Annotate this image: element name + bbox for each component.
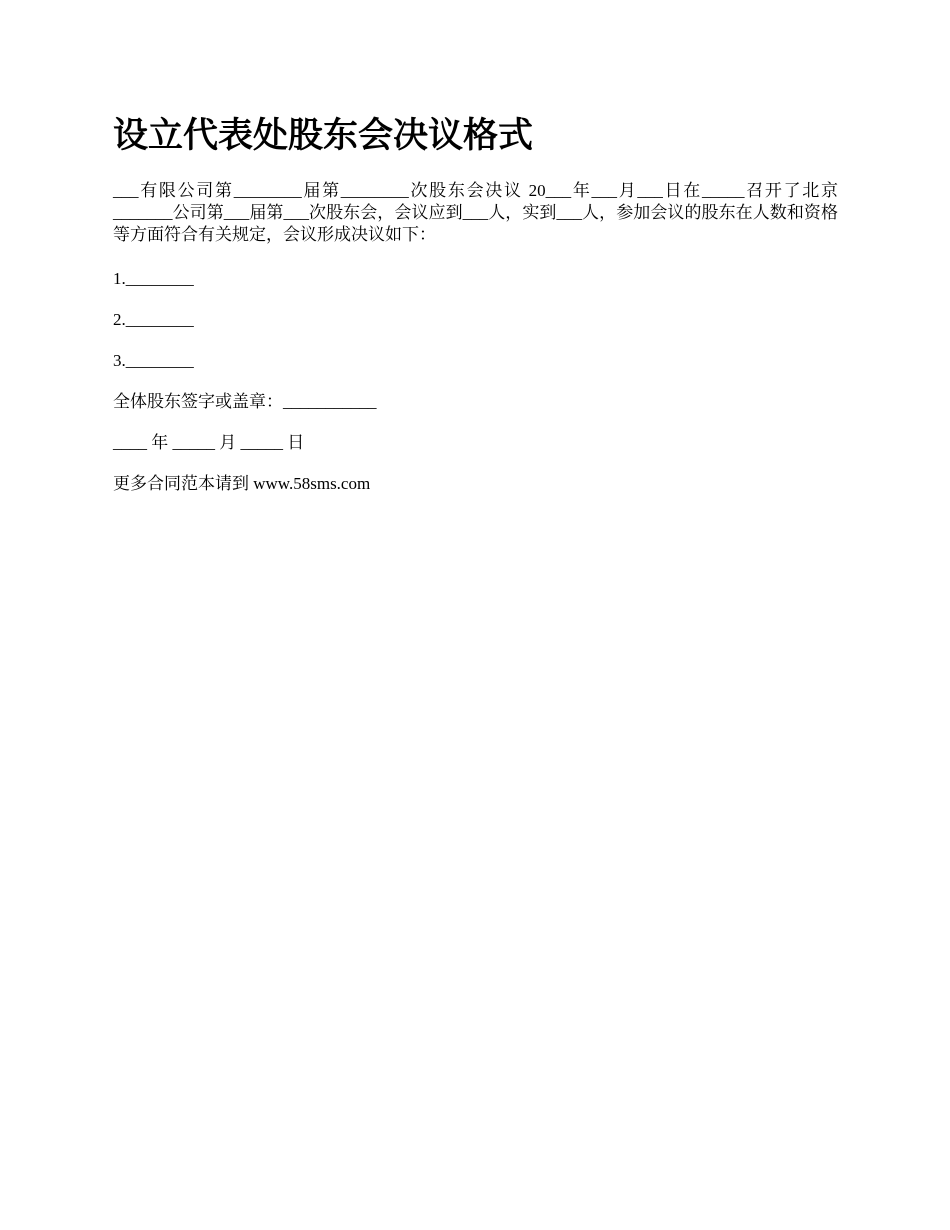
resolution-item-1: 1.________ [113, 269, 194, 288]
resolution-item-2: 2.________ [113, 310, 194, 329]
more-templates-note: 更多合同范本请到 www.58sms.com [113, 474, 371, 493]
intro-paragraph: ___有限公司第________届第________次股东会决议 20___年___月___日在_____召开了北京_______公司第___届第___次股东会，会议应到___人，实到___人，参加会议的股东在人数和资格等方面符合有关规定，会议形成决议如下： [113, 181, 838, 244]
date-line: ____ 年 _____ 月 _____ 日 [113, 433, 305, 452]
resolution-item-3: 3.________ [113, 351, 194, 370]
signature-line: 全体股东签字或盖章：___________ [113, 392, 377, 411]
document-title: 设立代表处股东会决议格式 [113, 115, 534, 156]
document-page [113, 112, 838, 495]
